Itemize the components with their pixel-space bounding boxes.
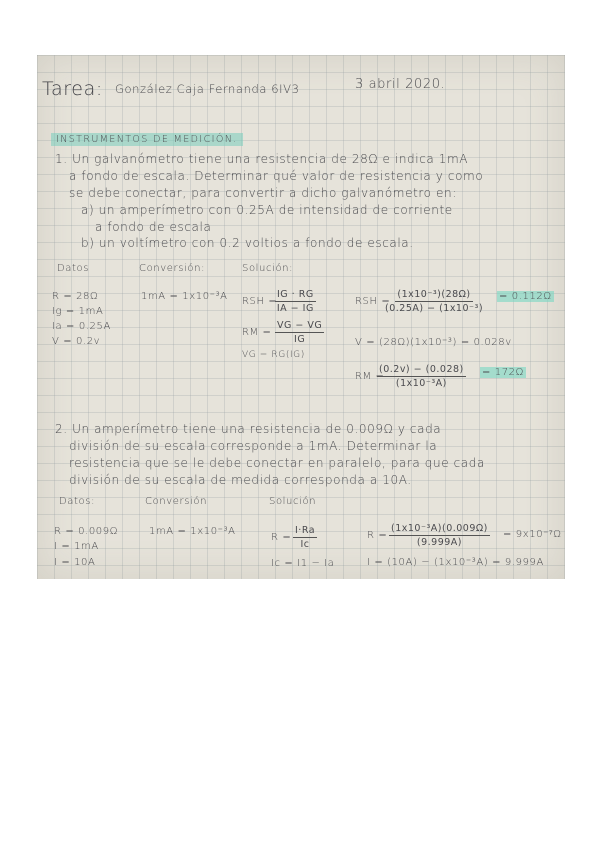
p2-line-1: 2. Un amperímetro tiene una resistencia de 0.009Ω y cada bbox=[55, 422, 442, 436]
p1-f1-fraction bbox=[275, 289, 316, 314]
p2-f1-fraction bbox=[293, 525, 317, 550]
p1-r3-left: RM = bbox=[355, 371, 385, 382]
p2-f1-num: I·Ra bbox=[295, 525, 316, 536]
p2-dato: R = 0.009Ω bbox=[54, 526, 118, 537]
p2-datos-header: Datos: bbox=[59, 496, 96, 507]
p1-dato: V = 0.2v bbox=[52, 336, 101, 347]
p1-line-4: a) un amperímetro con 0.25A de intensidad de corriente bbox=[81, 203, 453, 217]
header-date: 3 abril 2020. bbox=[355, 77, 446, 92]
p1-r3-den: (1x10⁻³A) bbox=[395, 378, 447, 389]
p2-r1-fraction bbox=[389, 523, 490, 548]
p1-r3-fraction bbox=[377, 364, 466, 389]
p2-f1-den: Ic bbox=[300, 539, 310, 550]
p2-r1-left: R = bbox=[367, 530, 388, 541]
p1-r1-result: = 0.112Ω bbox=[499, 291, 552, 302]
p2-f1-left: R = bbox=[271, 532, 292, 543]
section-heading: INSTRUMENTOS DE MEDICIÓN. bbox=[51, 133, 243, 146]
p2-solucion-header: Solución bbox=[269, 496, 317, 507]
p1-f2-num: VG − VG bbox=[277, 320, 323, 331]
p1-r3-num: (0.2v) − (0.028) bbox=[379, 364, 464, 375]
p1-f2-left: RM = bbox=[242, 327, 272, 338]
p1-r3-result: = 172Ω bbox=[482, 367, 524, 378]
p1-dato: Ig = 1mA bbox=[52, 306, 104, 317]
p2-r2: I = (10A) − (1x10⁻³A) = 9.999A bbox=[367, 557, 544, 568]
p2-conversion: 1mA = 1x10⁻³A bbox=[149, 526, 236, 537]
p2-dato: I = 10A bbox=[54, 557, 96, 568]
p1-line-1: 1. Un galvanómetro tiene una resistencia de 28Ω e indica 1mA bbox=[55, 152, 469, 166]
p1-dato: Ia = 0.25A bbox=[52, 321, 111, 332]
p1-r1-left: RSH = bbox=[355, 296, 391, 307]
p1-f3: VG = RG(IG) bbox=[242, 350, 305, 360]
p1-line-6: b) un voltímetro con 0.2 voltios a fondo de escala. bbox=[81, 236, 414, 250]
p1-f1-left: RSH = bbox=[242, 296, 278, 307]
p1-conversion-header: Conversión: bbox=[139, 263, 206, 274]
p2-r1-num: (1x10⁻³A)(0.009Ω) bbox=[391, 523, 488, 534]
notebook-photo bbox=[37, 55, 565, 579]
p2-line-2: división de su escala corresponde a 1mA. Determinar la bbox=[69, 439, 438, 453]
p1-r2: V = (28Ω)(1x10⁻³) = 0.028v bbox=[355, 337, 512, 348]
p1-r1-num: (1x10⁻³)(28Ω) bbox=[397, 289, 471, 300]
p1-r1-den: (0.25A) − (1x10⁻³) bbox=[385, 303, 484, 314]
p2-conversion-header: Conversión bbox=[145, 496, 208, 507]
p2-f2: Ic = I1 − Ia bbox=[271, 558, 335, 569]
p2-line-3: resistencia que se le debe conectar en paralelo, para que cada bbox=[69, 456, 485, 470]
p2-dato: I = 1mA bbox=[54, 541, 99, 552]
p2-r1-result: = 9x10⁻⁷Ω bbox=[503, 529, 562, 540]
p2-line-4: división de su escala de medida corresponda a 10A. bbox=[69, 473, 412, 487]
p1-line-2: a fondo de escala. Determinar qué valor de resistencia y como bbox=[69, 169, 484, 183]
p1-f1-den: IA − IG bbox=[276, 303, 314, 314]
p2-r1-den: (9.999A) bbox=[416, 537, 462, 548]
p1-r1-fraction bbox=[385, 289, 483, 314]
p1-f2-den: IG bbox=[294, 334, 306, 345]
p1-f2-fraction bbox=[275, 320, 324, 345]
p1-solucion-header: Solución: bbox=[242, 263, 294, 274]
header-name: González Caja Fernanda 6IV3 bbox=[115, 82, 300, 96]
p1-f1-num: IG · RG bbox=[277, 289, 314, 300]
header-title: Tarea: bbox=[42, 78, 103, 100]
p1-line-5: a fondo de escala bbox=[95, 220, 212, 234]
p1-line-3: se debe conectar, para convertir a dicho galvanómetro en: bbox=[69, 186, 457, 200]
p1-conversion: 1mA = 1x10⁻³A bbox=[141, 291, 228, 302]
p1-datos-header: Datos bbox=[57, 263, 90, 274]
p1-dato: R = 28Ω bbox=[52, 291, 99, 302]
